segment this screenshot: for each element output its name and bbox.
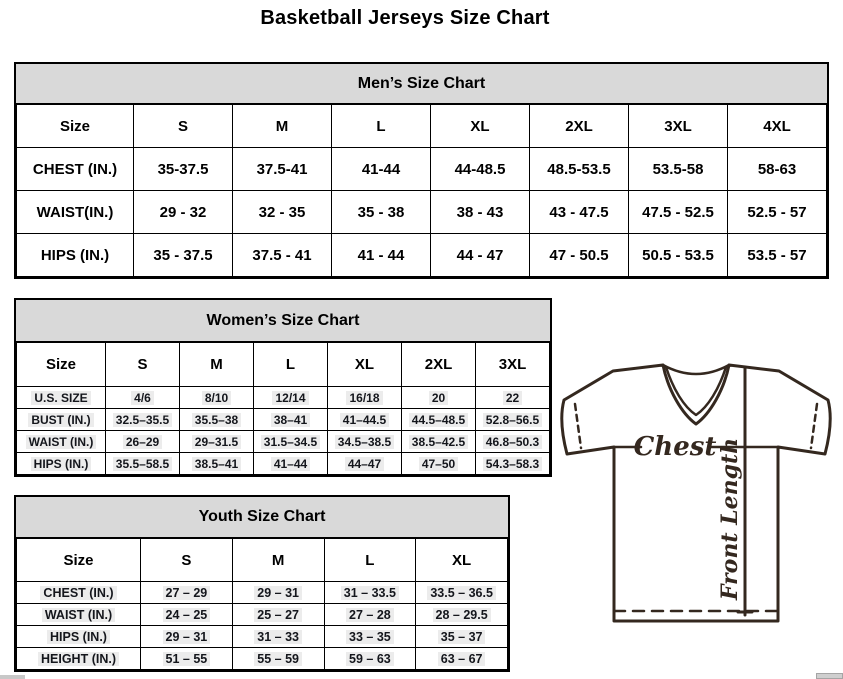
value-cell: 47–50 <box>402 453 476 475</box>
column-header: XL <box>431 105 530 148</box>
chest-label: Chest <box>633 432 717 462</box>
size-table <box>16 342 550 475</box>
mens-table-title: Men’s Size Chart <box>16 64 827 104</box>
column-header: M <box>180 343 254 387</box>
value-cell: 32 - 35 <box>233 191 332 234</box>
value-cell: 47.5 - 52.5 <box>629 191 728 234</box>
value-cell: 41–44 <box>254 453 328 475</box>
jersey-diagram <box>556 362 836 630</box>
value-cell: 8/10 <box>180 387 254 409</box>
value-cell: 20 <box>402 387 476 409</box>
value-cell: 12/14 <box>254 387 328 409</box>
mens-size-chart-table <box>14 62 829 279</box>
row-label: CHEST (IN.) <box>17 582 141 604</box>
size-column-header: Size <box>17 539 141 582</box>
column-header: L <box>324 539 416 582</box>
value-cell: 31 – 33.5 <box>324 582 416 604</box>
collar-arc-outer <box>663 365 729 374</box>
value-cell: 27 – 28 <box>324 604 416 626</box>
column-header: S <box>134 105 233 148</box>
value-cell: 33.5 – 36.5 <box>416 582 508 604</box>
value-cell: 41–44.5 <box>328 409 402 431</box>
table-row <box>17 453 550 475</box>
size-column-header: Size <box>17 343 106 387</box>
value-cell: 32.5–35.5 <box>106 409 180 431</box>
value-cell: 38.5–41 <box>180 453 254 475</box>
value-cell: 29 - 32 <box>134 191 233 234</box>
value-cell: 52.8–56.5 <box>476 409 550 431</box>
value-cell: 28 – 29.5 <box>416 604 508 626</box>
front-length-label: Front Length <box>717 437 743 601</box>
table-row <box>17 148 827 191</box>
value-cell: 47 - 50.5 <box>530 234 629 277</box>
value-cell: 31 – 33 <box>232 626 324 648</box>
column-header: S <box>141 539 233 582</box>
value-cell: 53.5-58 <box>629 148 728 191</box>
value-cell: 59 – 63 <box>324 648 416 670</box>
column-header: 2XL <box>530 105 629 148</box>
youth-size-chart-table <box>14 495 510 672</box>
column-header-row <box>17 105 827 148</box>
value-cell: 41-44 <box>332 148 431 191</box>
table-row <box>17 626 508 648</box>
row-label: HIPS (IN.) <box>17 453 106 475</box>
size-table <box>16 104 827 277</box>
value-cell: 29 – 31 <box>141 626 233 648</box>
row-label: BUST (IN.) <box>17 409 106 431</box>
table-row <box>17 431 550 453</box>
value-cell: 16/18 <box>328 387 402 409</box>
column-header: 4XL <box>728 105 827 148</box>
value-cell: 51 – 55 <box>141 648 233 670</box>
value-cell: 33 – 35 <box>324 626 416 648</box>
value-cell: 43 - 47.5 <box>530 191 629 234</box>
value-cell: 41 - 44 <box>332 234 431 277</box>
row-label: WAIST(IN.) <box>17 191 134 234</box>
scrollbar-fragment-left[interactable] <box>0 675 25 679</box>
value-cell: 44–47 <box>328 453 402 475</box>
value-cell: 26–29 <box>106 431 180 453</box>
column-header: L <box>332 105 431 148</box>
value-cell: 37.5-41 <box>233 148 332 191</box>
table-row <box>17 582 508 604</box>
value-cell: 58-63 <box>728 148 827 191</box>
column-header-row <box>17 343 550 387</box>
value-cell: 46.8–50.3 <box>476 431 550 453</box>
value-cell: 44-48.5 <box>431 148 530 191</box>
value-cell: 63 – 67 <box>416 648 508 670</box>
row-label: WAIST (IN.) <box>17 431 106 453</box>
value-cell: 31.5–34.5 <box>254 431 328 453</box>
table-row <box>17 648 508 670</box>
value-cell: 34.5–38.5 <box>328 431 402 453</box>
table-row <box>17 387 550 409</box>
value-cell: 38.5–42.5 <box>402 431 476 453</box>
value-cell: 35.5–38 <box>180 409 254 431</box>
value-cell: 22 <box>476 387 550 409</box>
column-header: XL <box>416 539 508 582</box>
value-cell: 29 – 31 <box>232 582 324 604</box>
left-sleeve-dashed-line <box>575 404 581 448</box>
column-header: 3XL <box>476 343 550 387</box>
row-label: HIPS (IN.) <box>17 626 141 648</box>
size-column-header: Size <box>17 105 134 148</box>
right-sleeve-dashed-line <box>811 404 817 448</box>
value-cell: 44 - 47 <box>431 234 530 277</box>
table-row <box>17 409 550 431</box>
womens-size-chart-table <box>14 298 552 477</box>
row-label: CHEST (IN.) <box>17 148 134 191</box>
value-cell: 53.5 - 57 <box>728 234 827 277</box>
jersey-outline <box>562 365 830 621</box>
value-cell: 25 – 27 <box>232 604 324 626</box>
table-row <box>17 191 827 234</box>
value-cell: 35-37.5 <box>134 148 233 191</box>
value-cell: 52.5 - 57 <box>728 191 827 234</box>
value-cell: 35.5–58.5 <box>106 453 180 475</box>
value-cell: 4/6 <box>106 387 180 409</box>
column-header-row <box>17 539 508 582</box>
value-cell: 54.3–58.3 <box>476 453 550 475</box>
value-cell: 38 - 43 <box>431 191 530 234</box>
size-table <box>16 538 508 670</box>
value-cell: 24 – 25 <box>141 604 233 626</box>
column-header: 2XL <box>402 343 476 387</box>
column-header: S <box>106 343 180 387</box>
row-label: HEIGHT (IN.) <box>17 648 141 670</box>
column-header: L <box>254 343 328 387</box>
value-cell: 55 – 59 <box>232 648 324 670</box>
value-cell: 35 - 37.5 <box>134 234 233 277</box>
youth-table-title: Youth Size Chart <box>16 497 508 538</box>
table-row <box>17 234 827 277</box>
page-title: Basketball Jerseys Size Chart <box>260 7 550 29</box>
column-header: M <box>232 539 324 582</box>
table-row <box>17 604 508 626</box>
value-cell: 35 – 37 <box>416 626 508 648</box>
value-cell: 35 - 38 <box>332 191 431 234</box>
value-cell: 44.5–48.5 <box>402 409 476 431</box>
row-label: U.S. SIZE <box>17 387 106 409</box>
value-cell: 38–41 <box>254 409 328 431</box>
column-header: 3XL <box>629 105 728 148</box>
scrollbar-fragment-right[interactable] <box>816 673 843 679</box>
row-label: WAIST (IN.) <box>17 604 141 626</box>
row-label: HIPS (IN.) <box>17 234 134 277</box>
value-cell: 27 – 29 <box>141 582 233 604</box>
value-cell: 29–31.5 <box>180 431 254 453</box>
value-cell: 48.5-53.5 <box>530 148 629 191</box>
value-cell: 50.5 - 53.5 <box>629 234 728 277</box>
value-cell: 37.5 - 41 <box>233 234 332 277</box>
womens-table-title: Women’s Size Chart <box>16 300 550 342</box>
column-header: M <box>233 105 332 148</box>
column-header: XL <box>328 343 402 387</box>
